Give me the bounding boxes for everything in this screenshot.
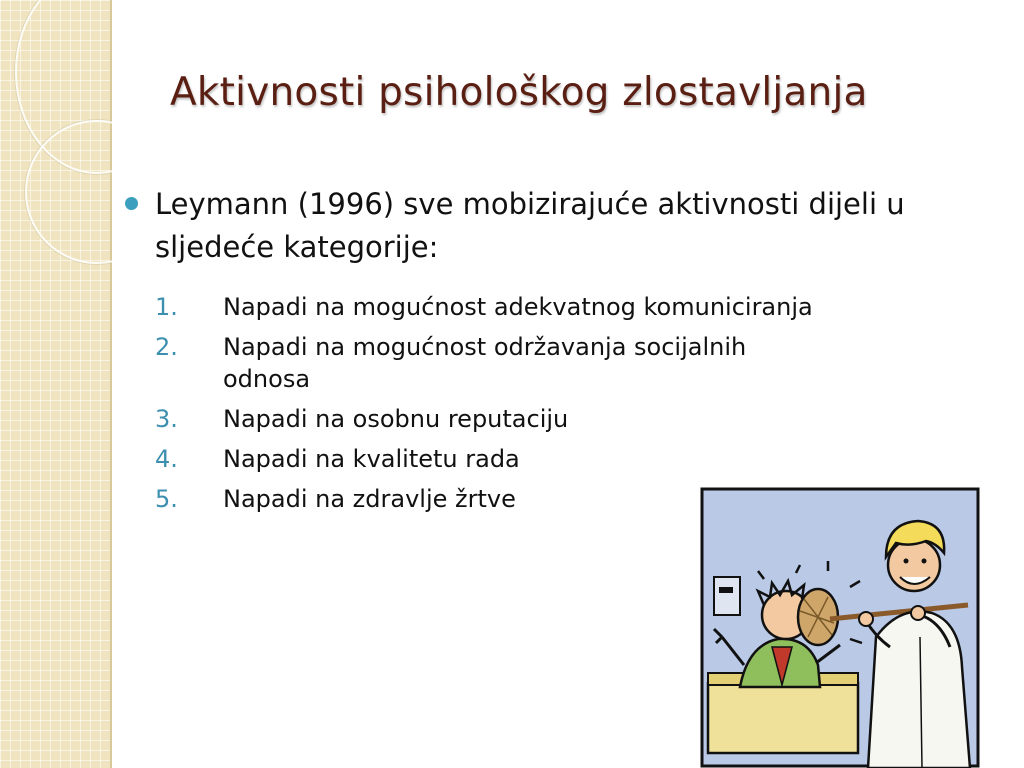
- list-item-number: 3.: [155, 405, 178, 433]
- cartoon-illustration: [700, 487, 980, 768]
- list-item-text: Napadi na mogućnost adekvatnog komuniciranja: [223, 293, 813, 321]
- list-item-number: 5.: [155, 485, 178, 513]
- list-item: [155, 331, 755, 395]
- decorative-side-panel: [0, 0, 112, 768]
- main-bullet: [125, 183, 985, 269]
- list-item-text: Napadi na zdravlje žrtve: [223, 485, 516, 513]
- list-item-number: 4.: [155, 445, 178, 473]
- woman-eye: [922, 559, 927, 564]
- list-item-number: 1.: [155, 293, 178, 321]
- list-item-text: Napadi na mogućnost održavanja socijalnih odnosa: [223, 333, 747, 393]
- woman-hand: [911, 606, 925, 620]
- bullet-dot-icon: [125, 197, 138, 210]
- list-item-text: Napadi na kvalitetu rada: [223, 445, 520, 473]
- main-bullet-text: Leymann (1996) sve mobizirajuće aktivnosti dijeli u sljedeće kategorije:: [155, 187, 905, 264]
- woman-coat: [868, 611, 970, 768]
- desk: [708, 683, 858, 753]
- list-item: [155, 403, 1015, 435]
- list-item-number: 2.: [155, 333, 178, 361]
- list-item: [155, 291, 1015, 323]
- wall-sign-mark: [719, 587, 733, 593]
- list-item-text: Napadi na osobnu reputaciju: [223, 405, 569, 433]
- woman-eye: [904, 559, 909, 564]
- list-item: [155, 443, 1015, 475]
- wall-sign: [714, 577, 740, 615]
- slide-title: Aktivnosti psihološkog zlostavljanja: [170, 70, 868, 115]
- woman-hand: [859, 612, 873, 626]
